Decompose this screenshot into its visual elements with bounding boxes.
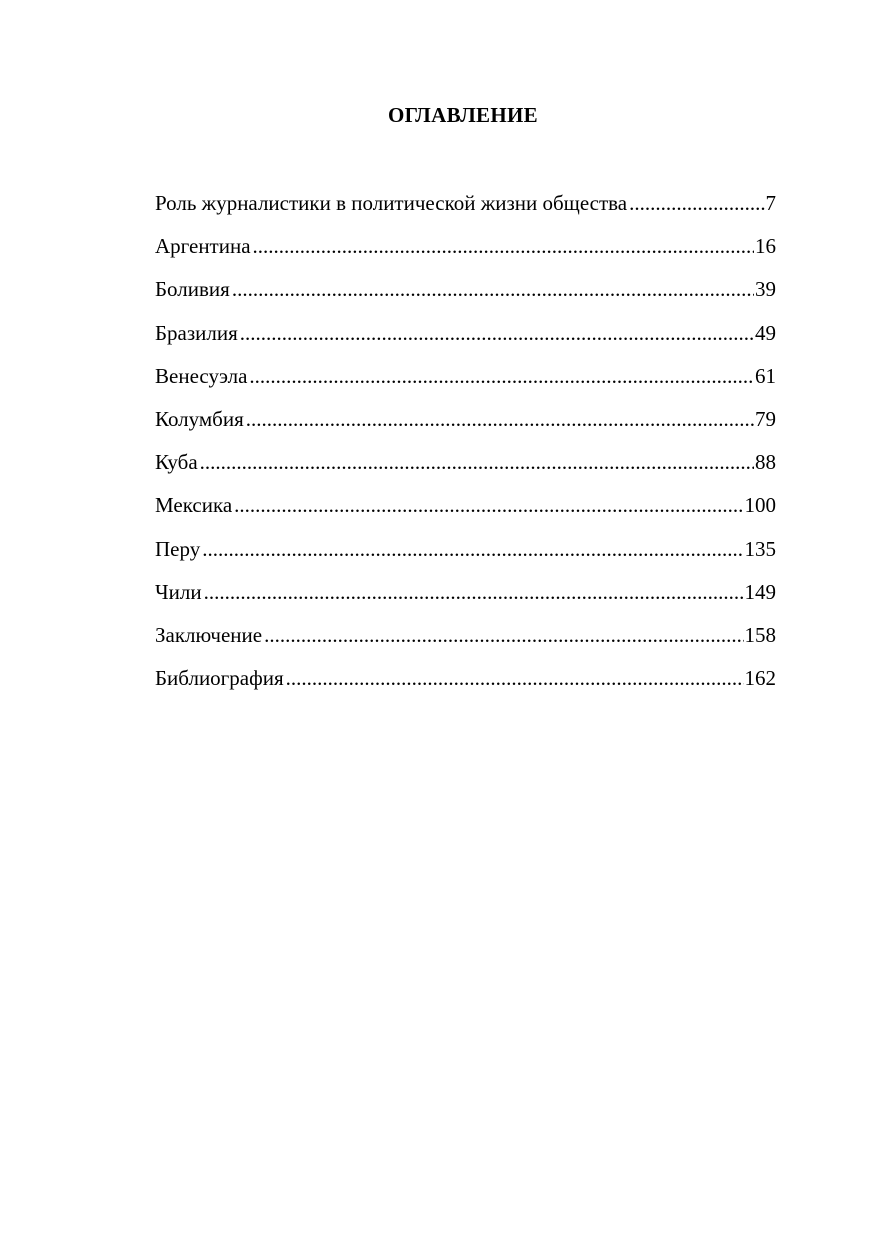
toc-entry-title: Бразилия	[155, 320, 238, 345]
dot-leader	[204, 574, 744, 611]
dot-leader	[232, 271, 754, 308]
toc-entry-title: Заключение	[155, 622, 263, 647]
toc-entry-page: 88	[755, 450, 776, 475]
toc-entry-page: 149	[744, 579, 776, 604]
toc-entry-page: 79	[755, 406, 776, 431]
dot-leader	[264, 617, 743, 654]
dot-leader	[629, 185, 764, 222]
toc-entry-title: Библиография	[155, 666, 284, 691]
dot-leader	[253, 228, 754, 265]
toc-entry-title: Мексика	[155, 493, 233, 518]
toc-entry-title: Чили	[155, 579, 202, 604]
toc-entry-title: Аргентина	[155, 234, 251, 259]
toc-entry-page: 61	[755, 363, 776, 388]
toc-entry-title: Роль журналистики в политической жизни общества	[155, 191, 628, 215]
toc-entry-page: 135	[744, 536, 776, 561]
toc-entry-page: 100	[744, 493, 776, 518]
toc-entry-page: 162	[744, 666, 776, 691]
toc-entry	[155, 271, 776, 314]
toc-entry	[155, 531, 776, 574]
toc-entry	[155, 574, 776, 617]
toc-entry-page: 16	[755, 234, 776, 259]
dot-leader	[286, 660, 744, 697]
dot-leader	[200, 444, 754, 481]
dot-leader	[234, 487, 743, 524]
toc-entry	[155, 617, 776, 660]
toc-entry-page: 158	[744, 622, 776, 647]
toc-entry	[155, 660, 776, 703]
toc-entry-title: Колумбия	[155, 406, 244, 431]
dot-leader	[202, 531, 743, 568]
toc-entry-title: Боливия	[155, 277, 230, 302]
toc-entry	[155, 401, 776, 444]
toc-entry	[155, 487, 776, 530]
toc-entry	[155, 315, 776, 358]
toc-heading: ОГЛАВЛЕНИЕ	[388, 103, 538, 127]
toc-entry	[155, 358, 776, 401]
toc-entry-title: Венесуэла	[155, 363, 248, 388]
toc-entry-title: Куба	[155, 450, 198, 475]
toc-entry-title: Перу	[155, 536, 201, 561]
toc-entry-page: 39	[755, 277, 776, 302]
dot-leader	[246, 401, 754, 438]
toc-entry	[155, 185, 776, 228]
toc-entry	[155, 444, 776, 487]
dot-leader	[249, 358, 754, 395]
toc-entry	[155, 228, 776, 271]
toc-entry-page: 49	[755, 320, 776, 345]
toc-entry-page: 7	[765, 191, 776, 215]
toc-list	[155, 185, 776, 703]
dot-leader	[240, 315, 754, 352]
